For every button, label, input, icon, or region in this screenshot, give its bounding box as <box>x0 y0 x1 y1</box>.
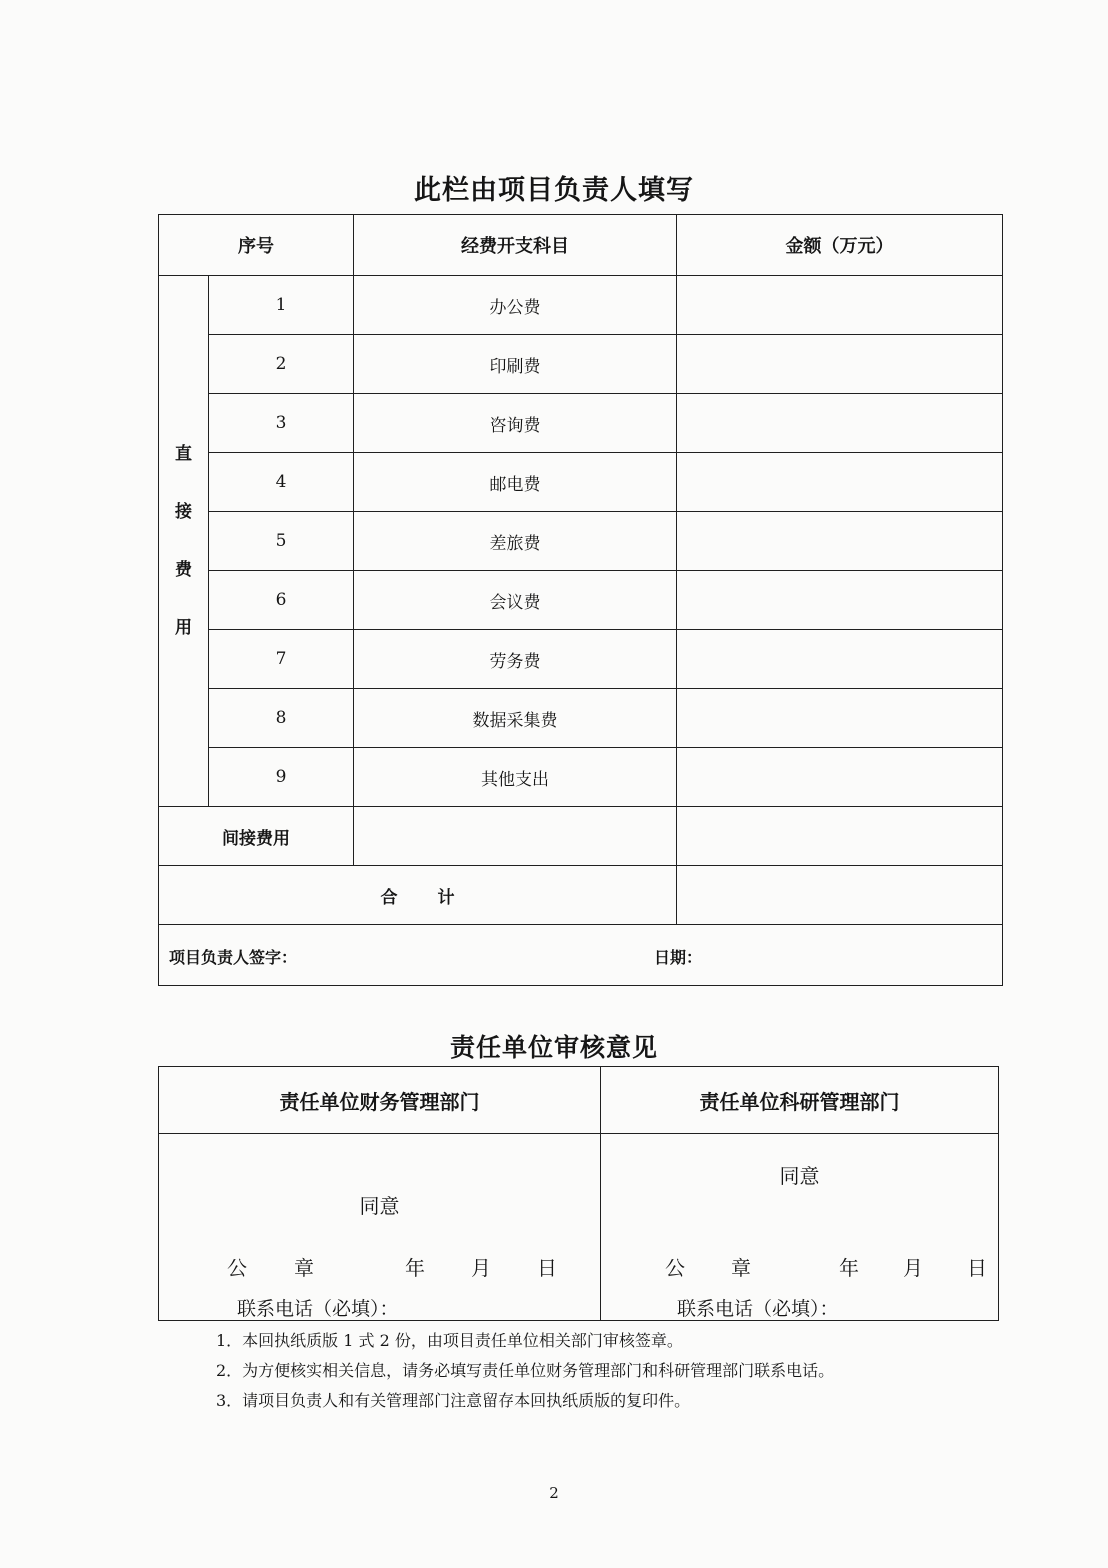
table-row <box>159 512 1003 571</box>
header-amount: 金额（万元） <box>677 215 1003 276</box>
row-item: 劳务费 <box>354 630 677 689</box>
table-row <box>159 571 1003 630</box>
total-row <box>159 866 1003 925</box>
finance-seal-char1: 公 <box>227 1256 247 1280</box>
table-row <box>159 689 1003 748</box>
indirect-cost-label: 间接费用 <box>159 807 354 866</box>
research-year-label: 年 <box>839 1256 859 1280</box>
research-seal-char1: 公 <box>665 1256 685 1280</box>
signature-cell[interactable] <box>159 925 1003 986</box>
signature-row <box>159 925 1003 986</box>
table-row <box>159 276 1003 335</box>
finance-year-label: 年 <box>405 1256 425 1280</box>
finance-dept-cell[interactable] <box>159 1134 601 1321</box>
research-seal-char2: 章 <box>731 1256 751 1280</box>
finance-seal-char2: 章 <box>294 1256 314 1280</box>
table-row <box>159 453 1003 512</box>
row-number: 4 <box>209 453 354 512</box>
note-item: 2．为方便核实相关信息，请务必填写责任单位财务管理部门和科研管理部门联系电话。 <box>216 1361 835 1380</box>
research-opinion: 同意 <box>779 1164 820 1188</box>
review-body-row <box>159 1134 999 1321</box>
review-table <box>158 1066 999 1321</box>
amount-cell[interactable] <box>677 276 1003 335</box>
date-label: 日期： <box>654 948 703 967</box>
row-number: 1 <box>209 276 354 335</box>
research-day-label: 日 <box>967 1256 987 1280</box>
budget-header-row <box>159 215 1003 276</box>
row-item: 邮电费 <box>354 453 677 512</box>
table-row <box>159 748 1003 807</box>
row-item: 会议费 <box>354 571 677 630</box>
amount-cell[interactable] <box>677 453 1003 512</box>
indirect-cost-amount-cell[interactable] <box>677 807 1003 866</box>
notes-list <box>216 1326 834 1416</box>
amount-cell[interactable] <box>677 571 1003 630</box>
header-item: 经费开支科目 <box>354 215 677 276</box>
finance-dept-header: 责任单位财务管理部门 <box>159 1067 601 1134</box>
research-contact-label: 联系电话（必填）： <box>677 1298 839 1320</box>
row-item: 其他支出 <box>354 748 677 807</box>
amount-cell[interactable] <box>677 748 1003 807</box>
finance-opinion: 同意 <box>359 1194 400 1218</box>
direct-cost-label: 直 接 费 用 <box>159 276 209 807</box>
total-amount-cell[interactable] <box>677 866 1003 925</box>
note-item: 3．请项目负责人和有关管理部门注意留存本回执纸质版的复印件。 <box>216 1391 691 1410</box>
row-number: 7 <box>209 630 354 689</box>
row-item: 差旅费 <box>354 512 677 571</box>
row-item: 印刷费 <box>354 335 677 394</box>
row-number: 8 <box>209 689 354 748</box>
table-row <box>159 335 1003 394</box>
signature-label: 项目负责人签字： <box>169 948 298 967</box>
review-header-row <box>159 1067 999 1134</box>
table-row <box>159 394 1003 453</box>
total-label: 合计 <box>159 866 677 925</box>
amount-cell[interactable] <box>677 394 1003 453</box>
note-item: 1．本回执纸质版 1 式 2 份，由项目责任单位相关部门审核签章。 <box>216 1331 683 1350</box>
header-seq: 序号 <box>159 215 354 276</box>
research-month-label: 月 <box>903 1256 923 1280</box>
row-number: 5 <box>209 512 354 571</box>
finance-day-label: 日 <box>537 1256 557 1280</box>
amount-cell[interactable] <box>677 689 1003 748</box>
budget-table <box>158 214 1003 986</box>
row-number: 6 <box>209 571 354 630</box>
budget-section-title: 此栏由项目负责人填写 <box>414 175 694 206</box>
amount-cell[interactable] <box>677 630 1003 689</box>
review-section-title: 责任单位审核意见 <box>449 1033 658 1062</box>
amount-cell[interactable] <box>677 512 1003 571</box>
indirect-cost-row <box>159 807 1003 866</box>
row-item: 咨询费 <box>354 394 677 453</box>
row-item: 数据采集费 <box>354 689 677 748</box>
page-number: 2 <box>549 1484 559 1502</box>
table-row <box>159 630 1003 689</box>
finance-month-label: 月 <box>471 1256 491 1280</box>
research-dept-header: 责任单位科研管理部门 <box>601 1067 999 1134</box>
row-number: 2 <box>209 335 354 394</box>
row-number: 3 <box>209 394 354 453</box>
indirect-cost-item-cell[interactable] <box>354 807 677 866</box>
row-item: 办公费 <box>354 276 677 335</box>
amount-cell[interactable] <box>677 335 1003 394</box>
row-number: 9 <box>209 748 354 807</box>
research-dept-cell[interactable] <box>601 1134 999 1321</box>
finance-contact-label: 联系电话（必填）： <box>237 1298 399 1320</box>
